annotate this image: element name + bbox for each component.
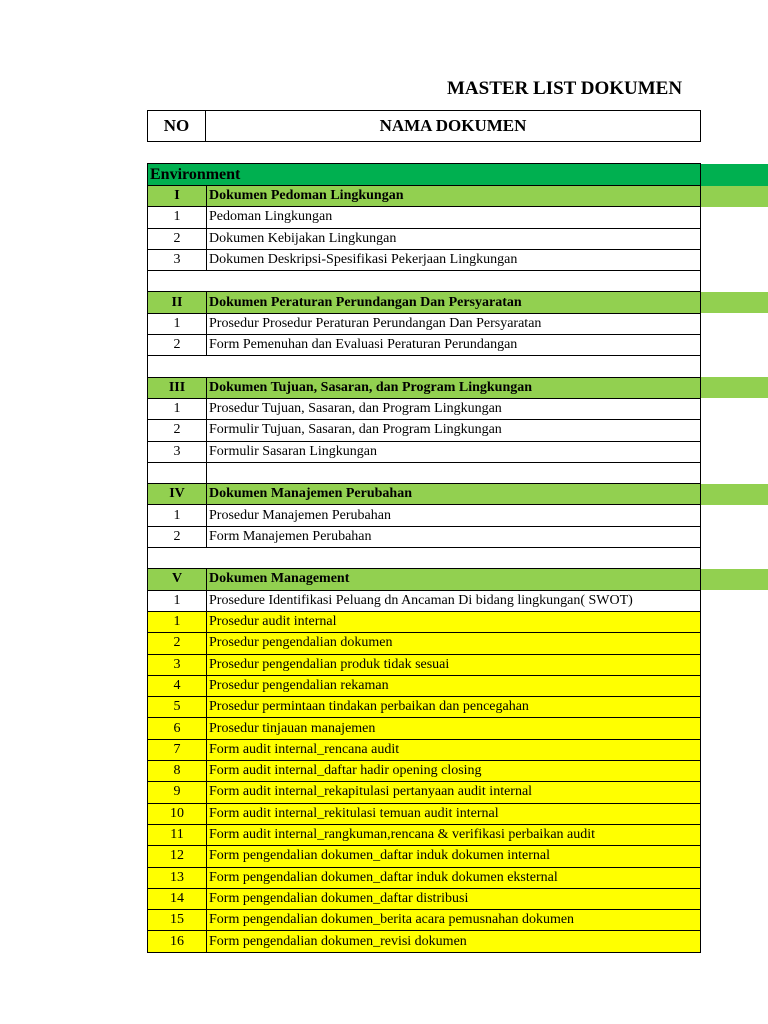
- document-number: 3: [148, 441, 207, 462]
- document-row: [148, 335, 701, 356]
- blank-row: [148, 548, 701, 569]
- document-number: 9: [148, 782, 207, 803]
- document-name: Prosedur Prosedur Peraturan Perundangan Dan Persyaratan: [207, 313, 701, 334]
- document-row: [148, 761, 701, 782]
- document-number: 2: [148, 633, 207, 654]
- document-number: 2: [148, 335, 207, 356]
- document-title: MASTER LIST DOKUMEN: [447, 78, 683, 99]
- document-number: 3: [148, 654, 207, 675]
- blank-cell: [148, 356, 701, 377]
- document-row: [148, 590, 701, 611]
- document-row: [148, 313, 701, 334]
- blank-cell: [148, 548, 701, 569]
- document-row: [148, 718, 701, 739]
- section-title: Dokumen Manajemen Perubahan: [207, 484, 701, 505]
- document-row: [148, 207, 701, 228]
- document-number: 1: [148, 505, 207, 526]
- section-header-row: [148, 377, 701, 398]
- document-row: [148, 526, 701, 547]
- document-row: [148, 739, 701, 760]
- document-number: 1: [148, 590, 207, 611]
- document-name: Form pengendalian dokumen_daftar induk dokumen eksternal: [207, 867, 701, 888]
- document-number: 4: [148, 675, 207, 696]
- document-row: [148, 867, 701, 888]
- document-row: [148, 505, 701, 526]
- column-header-no: NO: [148, 111, 206, 142]
- section-header-row: [148, 484, 701, 505]
- document-number: 14: [148, 888, 207, 909]
- document-name: Form Manajemen Perubahan: [207, 526, 701, 547]
- document-name: Prosedur Tujuan, Sasaran, dan Program Lingkungan: [207, 398, 701, 419]
- document-list-table: [147, 163, 701, 953]
- document-number: 6: [148, 718, 207, 739]
- document-number: 1: [148, 313, 207, 334]
- document-row: [148, 675, 701, 696]
- blank-cell: [148, 462, 207, 483]
- row-color-extension: [701, 377, 768, 398]
- blank-row: [148, 462, 701, 483]
- document-name: Form pengendalian dokumen_daftar induk dokumen internal: [207, 846, 701, 867]
- document-row: [148, 910, 701, 931]
- section-number: III: [148, 377, 207, 398]
- document-number: 7: [148, 739, 207, 760]
- document-name: Prosedure Identifikasi Peluang dn Ancaman Di bidang lingkungan( SWOT): [207, 590, 701, 611]
- blank-row: [148, 271, 701, 292]
- document-number: 2: [148, 420, 207, 441]
- document-number: 2: [148, 526, 207, 547]
- document-number: 3: [148, 249, 207, 270]
- section-title: Dokumen Pedoman Lingkungan: [207, 186, 701, 207]
- document-row: [148, 633, 701, 654]
- document-name: Formulir Sasaran Lingkungan: [207, 441, 701, 462]
- document-number: 8: [148, 761, 207, 782]
- document-number: 1: [148, 611, 207, 632]
- document-name: Form audit internal_rencana audit: [207, 739, 701, 760]
- section-header-row: [148, 186, 701, 207]
- document-name: Formulir Tujuan, Sasaran, dan Program Lingkungan: [207, 420, 701, 441]
- document-row: [148, 228, 701, 249]
- document-name: Form pengendalian dokumen_daftar distribusi: [207, 888, 701, 909]
- document-name: Form pengendalian dokumen_revisi dokumen: [207, 931, 701, 952]
- document-name: Prosedur tinjauan manajemen: [207, 718, 701, 739]
- document-row: [148, 931, 701, 952]
- document-number: 1: [148, 207, 207, 228]
- blank-cell: [148, 271, 701, 292]
- document-name: Prosedur audit internal: [207, 611, 701, 632]
- row-color-extension: [701, 186, 768, 207]
- document-name: Form Pemenuhan dan Evaluasi Peraturan Perundangan: [207, 335, 701, 356]
- blank-row: [148, 356, 701, 377]
- document-number: 10: [148, 803, 207, 824]
- document-row: [148, 654, 701, 675]
- row-color-extension: [701, 484, 768, 505]
- document-name: Prosedur pengendalian produk tidak sesuai: [207, 654, 701, 675]
- document-name: Form pengendalian dokumen_berita acara pemusnahan dokumen: [207, 910, 701, 931]
- document-row: [148, 846, 701, 867]
- document-number: 12: [148, 846, 207, 867]
- section-number: V: [148, 569, 207, 590]
- document-row: [148, 441, 701, 462]
- column-header-table: [147, 110, 701, 142]
- document-name: Prosedur permintaan tindakan perbaikan dan pencegahan: [207, 697, 701, 718]
- document-number: 16: [148, 931, 207, 952]
- document-name: Dokumen Deskripsi-Spesifikasi Pekerjaan Lingkungan: [207, 249, 701, 270]
- document-row: [148, 611, 701, 632]
- document-row: [148, 420, 701, 441]
- section-title: Dokumen Management: [207, 569, 701, 590]
- document-name: Prosedur pengendalian rekaman: [207, 675, 701, 696]
- document-row: [148, 824, 701, 845]
- document-name: Prosedur pengendalian dokumen: [207, 633, 701, 654]
- document-name: Form audit internal_daftar hadir opening closing: [207, 761, 701, 782]
- document-number: 1: [148, 398, 207, 419]
- blank-cell: [207, 462, 701, 483]
- document-name: Form audit internal_rekitulasi temuan audit internal: [207, 803, 701, 824]
- document-row: [148, 803, 701, 824]
- row-color-extension: [701, 292, 768, 313]
- document-row: [148, 888, 701, 909]
- document-number: 11: [148, 824, 207, 845]
- row-color-extension: [701, 569, 768, 590]
- document-row: [148, 398, 701, 419]
- document-row: [148, 249, 701, 270]
- section-title: Dokumen Peraturan Perundangan Dan Persyaratan: [207, 292, 701, 313]
- section-header-row: [148, 569, 701, 590]
- environment-label: Environment: [148, 164, 701, 186]
- document-name: Dokumen Kebijakan Lingkungan: [207, 228, 701, 249]
- row-color-extension: [701, 164, 768, 186]
- document-row: [148, 782, 701, 803]
- section-number: I: [148, 186, 207, 207]
- document-number: 13: [148, 867, 207, 888]
- document-number: 15: [148, 910, 207, 931]
- document-row: [148, 697, 701, 718]
- document-number: 5: [148, 697, 207, 718]
- document-name: Form audit internal_rekapitulasi pertanyaan audit internal: [207, 782, 701, 803]
- document-number: 2: [148, 228, 207, 249]
- section-number: IV: [148, 484, 207, 505]
- document-name: Prosedur Manajemen Perubahan: [207, 505, 701, 526]
- document-name: Form audit internal_rangkuman,rencana & verifikasi perbaikan audit: [207, 824, 701, 845]
- document-name: Pedoman Lingkungan: [207, 207, 701, 228]
- column-header-name: NAMA DOKUMEN: [206, 111, 701, 142]
- section-number: II: [148, 292, 207, 313]
- section-header-row: [148, 292, 701, 313]
- section-title: Dokumen Tujuan, Sasaran, dan Program Lingkungan: [207, 377, 701, 398]
- environment-row: [148, 164, 701, 186]
